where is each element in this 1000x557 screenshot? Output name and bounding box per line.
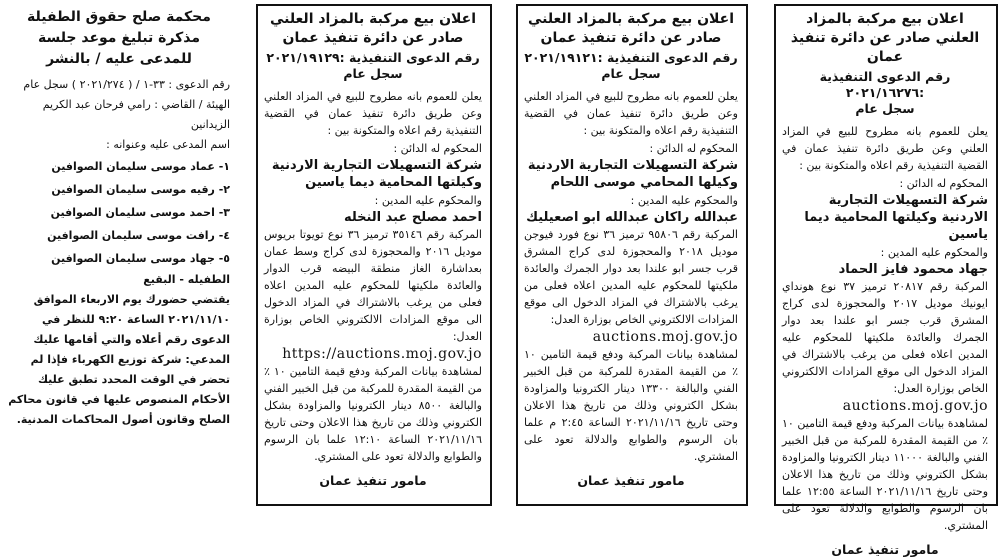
auction-signature: مامور تنفيذ عمان bbox=[319, 473, 427, 488]
auction-notice-3 bbox=[774, 4, 998, 557]
creditor-name: شركة التسهيلات التجارية الاردنية وكيلها المحامي موسى اللحام bbox=[527, 158, 738, 190]
auction-title: اعلان بيع مركبة بالمزاد العلني صادر عن دائرة تنفيذ عمان bbox=[790, 11, 980, 65]
debtor-label: والمحكوم عليه المدين : bbox=[880, 246, 988, 259]
auction-register: سجل عام bbox=[855, 101, 915, 116]
debtor-name: عبدالله راكان عبدالله ابو اصعيليك bbox=[526, 210, 738, 225]
defendant-2: ٢- رقيه موسى سليمان الصوافين bbox=[51, 183, 230, 196]
auction-notice-2 bbox=[516, 4, 748, 506]
creditor-label: المحكوم له الدائن : bbox=[393, 142, 482, 155]
defendant-3: ٣- احمد موسى سليمان الصوافين bbox=[50, 206, 230, 219]
creditor-name: شركة التسهيلات التجارية الاردنية وكيلتها المحامية ديما ياسين bbox=[804, 193, 988, 242]
creditor-label: المحكوم له الدائن : bbox=[649, 142, 738, 155]
vehicle-details: المركبة رقم ٢٠٨١٧ ترميز ٣٧ نوع هونداي ايونيك موديل ٢٠١٧ والمحجوزة لدى كراج المشرق قرب جسر ابو علندا بعد دوار الجمرك والعائدة ملكيتها للمحكوم عليه المدين اعلاه فعلى من يرغب بالاشتراك في المزاد الدخول الى موقع المزادات الالكتروني الخاص بوزارة العدل: bbox=[782, 280, 988, 395]
debtor-name: جهاد محمود فايز الحماد bbox=[838, 262, 988, 277]
auction-intro: يعلن للعموم بانه مطروح للبيع في المزاد العلني وعن طريق دائرة تنفيذ عمان في القضية التنفيذية رقم اعلاه والمتكونة بين : bbox=[264, 90, 482, 137]
court-notice-title-2: مذكرة تبليغ موعد جلسة bbox=[37, 30, 201, 46]
auction-terms: لمشاهدة بيانات المركبة ودفع قيمة التامين ١٠ ٪ من القيمة المقدرة للمركبة من قبل الخبير الفني والبالغة ١٣٣٠٠ دينار الكترونيا والمزاودة بشكل الكتروني وذلك من تاريخ هذا الاعلان وحتى تاريخ ٢٠٢١/١١/١٦ الساعة ٢:٤٥ م علما بان الرسوم والطوابع والدلالة تعود على المشتري. bbox=[524, 348, 739, 463]
debtor-name: احمد مصلح عبد النخله bbox=[343, 210, 482, 225]
court-notice-title-1: محكمة صلح حقوق الطفيلة bbox=[27, 9, 211, 25]
auction-website-link[interactable]: https://auctions.moj.gov.jo bbox=[282, 346, 482, 362]
debtor-label: والمحكوم عليه المدين : bbox=[374, 194, 482, 207]
defendants-label: اسم المدعى عليه وعنوانه : bbox=[106, 138, 230, 151]
auction-register: سجل عام bbox=[343, 66, 403, 81]
auction-case-number: رقم الدعوى التنفيذية :٢٠٢١/١٦٢٧٦ bbox=[819, 69, 951, 100]
vehicle-details: المركبة رقم ٩٥٨٠٦ ترميز ٣٦ نوع فورد فيوجن موديل ٢٠١٨ والمحجوزة لدى كراج المشرق قرب جسر ابو علندا بعد دوار الجمرك والعائدة ملكيتها للمحكوم عليه المدين اعلاه فعلى من يرغب بالاشتراك في المزاد الدخول الى موقع المزادات الالكتروني الخاص بوزارة العدل: bbox=[524, 228, 738, 326]
auction-signature: مامور تنفيذ عمان bbox=[831, 542, 939, 557]
court-notice bbox=[0, 4, 240, 506]
court-judge: الهيئة / القاضي : رامي فرحان عبد الكريم الزيدانين bbox=[42, 98, 230, 131]
creditor-name: شركة التسهيلات التجارية الاردنية وكيلتها المحامية ديما ياسين bbox=[271, 158, 482, 190]
defendant-1: ١- عماد موسى سليمان الصوافين bbox=[51, 160, 230, 173]
defendant-5: ٥- جهاد موسى سليمان الصوافين bbox=[51, 252, 230, 265]
debtor-label: والمحكوم عليه المدين : bbox=[630, 194, 738, 207]
auction-website-link[interactable]: auctions.moj.gov.jo bbox=[842, 398, 988, 414]
auction-title: اعلان بيع مركبة بالمزاد العلني صادر عن دائرة تنفيذ عمان bbox=[269, 11, 477, 46]
court-notice-body: يقتضي حضورك يوم الاربعاء الموافق ٢٠٢١/١١/١٠ الساعة ٩:٢٠ للنظر في الدعوى رقم أعلاه والتي أقامها عليك المدعي: شركة توزيع الكهرباء فإذا لم تحضر في الوقت المحدد تطبق عليك الأحكام المنصوص عليها في قانون محاكم الصلح وقانون أصول المحاكمات المدنية. bbox=[8, 293, 230, 426]
defendant-4: ٤- رافت موسى سليمان الصوافين bbox=[47, 229, 230, 242]
vehicle-details: المركبة رقم ٣٥١٤٦ ترميز ٣٦ نوع تويوتا بريوس موديل ٢٠١٦ والمحجوزة لدى كراج وسط عمان بعداشارة الغاز منطقة البيضه قرب الدوار والعائدة ملكيتها للمحكوم عليه المدين اعلاه فعلى من يرغب بالاشتراك في المزاد الدخول الى موقع المزادات الالكتروني الخاص بوزارة العدل: bbox=[264, 228, 482, 343]
auction-website-link[interactable]: auctions.moj.gov.jo bbox=[592, 329, 738, 345]
auction-terms: لمشاهدة بيانات المركبة ودفع قيمة التامين ١٠ ٪ من القيمة المقدرة للمركبة من قبل الخبير الفني والبالغة ٨٥٠٠ دينار الكترونيا والمزاودة بشكل الكتروني وذلك من تاريخ هذا الاعلان وحتى تاريخ ٢٠٢١/١١/١٦ الساعة ١٢:١٠ علما بان الرسوم والطوابع والدلالة تعود على المشتري. bbox=[264, 365, 482, 463]
auction-title: اعلان بيع مركبة بالمزاد العلني صادر عن دائرة تنفيذ عمان bbox=[527, 11, 735, 46]
auction-case-number: رقم الدعوى التنفيذية :٢٠٢١/١٩١٢١ bbox=[524, 50, 738, 65]
court-notice-title-3: للمدعى عليه / بالنشر bbox=[46, 51, 192, 67]
defendant-address: الطفيله - البقيع bbox=[143, 273, 230, 286]
creditor-label: المحكوم له الدائن : bbox=[899, 177, 988, 190]
auction-notice-1 bbox=[256, 4, 492, 506]
auction-intro: يعلن للعموم بانه مطروح للبيع في المزاد العلني وعن طريق دائرة تنفيذ عمان في القضية التنفيذية رقم اعلاه والمتكونة بين : bbox=[524, 90, 738, 137]
auction-terms: لمشاهدة بيانات المركبة ودفع قيمة التامين ١٠ ٪ من القيمة المقدرة للمركبة من قبل الخبير الفني والبالغة ١١٠٠٠ دينار الكترونيا والمزاودة بشكل الكتروني وذلك من تاريخ هذا الاعلان وحتى تاريخ ٢٠٢١/١١/١٦ الساعة ١٢:٥٥ علما بان الرسوم والطوابع والدلالة تعود على المشتري. bbox=[782, 417, 989, 532]
auction-case-number: رقم الدعوى التنفيذية :٢٠٢١/١٩١٢٩ bbox=[266, 50, 480, 65]
auction-intro: يعلن للعموم بانه مطروح للبيع في المزاد العلني وعن طريق دائرة تنفيذ عمان في القضية التنفيذية رقم اعلاه والمتكونة بين : bbox=[782, 125, 988, 172]
auction-signature: مامور تنفيذ عمان bbox=[577, 473, 685, 488]
court-case-number: رقم الدعوى : ٣٣-١ / ( ٢٠٢١/٢٧٤ ) سجل عام bbox=[23, 78, 230, 91]
auction-register: سجل عام bbox=[601, 66, 661, 81]
